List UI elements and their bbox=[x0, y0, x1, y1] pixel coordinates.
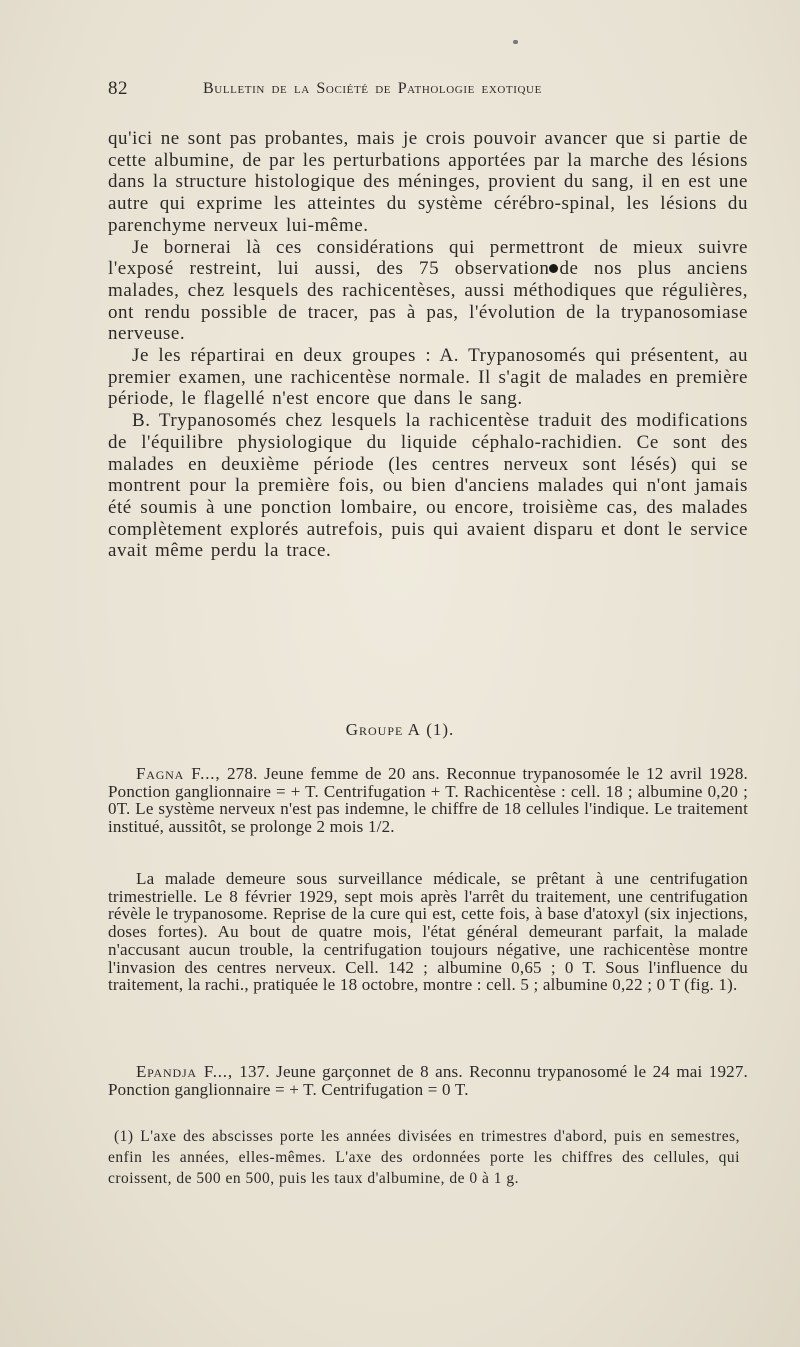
case-text: 137. Jeune garçonnet de 8 ans. Reconnu trypanosomé le 24 mai 1927. Ponction ganglionnaire = + T. Centrifugation = 0 T. bbox=[108, 1062, 748, 1099]
case-fagna-followup bbox=[108, 870, 748, 994]
page-number: 82 bbox=[108, 78, 128, 99]
ink-blot bbox=[549, 264, 558, 273]
paragraph-4: B. Trypanosomés chez lesquels la rachicentèse traduit des modifications de l'équilibre physiologique du liquide céphalo-rachidien. Ce sont des malades en deuxième période (les centres nerveux sont lésés) qui se montrent pour la première fois, ou bien d'anciens malades qui n'ont jamais été soumis à une ponction lombaire, ou encore, troisième cas, des malades complètement explorés autrefois, puis qui avaient disparu et dont le service avait même perdu la trace. bbox=[108, 410, 748, 562]
group-heading bbox=[0, 720, 800, 740]
running-title: Bulletin de la Société de Pathologie exotique bbox=[203, 80, 542, 97]
case-fagna bbox=[108, 765, 748, 836]
case-epandja bbox=[108, 1063, 748, 1098]
case-text: 278. Jeune femme de 20 ans. Reconnue trypanosomée le 12 avril 1928. Ponction ganglionnaire = + T. Centrifugation + T. Rachicentèse : cell. 18 ; albumine 0,20 ; 0T. Le système nerveux n'est pas indemne, le chiffre de 18 cellules l'indique. Le traitement institué, aussitôt, se prolonge 2 mois 1/2. bbox=[108, 764, 749, 837]
paragraph-2 bbox=[108, 237, 748, 346]
footnote-marker: (1) bbox=[114, 1128, 134, 1145]
footnote-text: L'axe des abscisses porte les années divisées en trimestres d'abord, puis en semestres, enfin les années, elles-mêmes. L'axe des ordonnées porte les chiffres des cellules, qui croissent, de 500 en 500, puis les taux d'albumine, de 0 à 1 g. bbox=[108, 1128, 740, 1187]
patient-name: Fagna F..., bbox=[136, 764, 221, 783]
body-text bbox=[108, 128, 748, 562]
case-paragraph bbox=[108, 765, 748, 836]
footnote bbox=[108, 1126, 740, 1189]
print-speck bbox=[513, 40, 518, 44]
case-paragraph: La malade demeure sous surveillance médicale, se prêtant à une centrifugation trimestrielle. Le 8 février 1929, sept mois après l'arrêt du traitement, une centrifugation révèle le trypanosome. Reprise de la cure qui est, cette fois, à base d'atoxyl (six injections, doses fortes). Au bout de quatre mois, l'état général demeurant parfait, la malade n'accusant aucun trouble, la centrifugation toujours négative, une rachicentèse montre l'invasion des centres nerveux. Cell. 142 ; albumine 0,65 ; 0 T. Sous l'influence du traitement, la rachi., pratiquée le 18 octobre, montre : cell. 5 ; albumine 0,22 ; 0 T (fig. 1). bbox=[108, 869, 748, 995]
case-paragraph bbox=[108, 1063, 748, 1098]
footnote-paragraph bbox=[108, 1126, 740, 1189]
paragraph-3: Je les répartirai en deux groupes : A. Trypanosomés qui présentent, au premier examen, une rachicentèse normale. Il s'agit de malades en première période, le flagellé n'est encore que dans le sang. bbox=[108, 345, 748, 410]
paragraph-2-part-2: de nos plus anciens malades, chez lesquels des rachicentèses, aussi méthodiques que régulières, ont rendu possible de tracer, pas à pas, l'évolution de la trypanosomiase nerveuse. bbox=[108, 258, 748, 345]
patient-name: Epandja F..., bbox=[136, 1062, 233, 1081]
group-heading-note-ref: (1). bbox=[426, 720, 455, 739]
paragraph-2-part-1: Je bornerai là ces considérations qui permettront de mieux suivre l'exposé restreint, lui aussi, des 75 observation bbox=[108, 236, 748, 280]
page-header bbox=[108, 78, 738, 104]
paragraph-1: qu'ici ne sont pas probantes, mais je crois pouvoir avancer que si partie de cette albumine, de par les perturbations apportées par la marche des lésions dans la structure histologique des méninges, provient du sang, il en est une autre qui exprime les atteintes du système cérébro-spinal, les lésions du parenchyme nerveux lui-même. bbox=[108, 128, 748, 236]
group-heading-label: Groupe A bbox=[345, 720, 421, 739]
